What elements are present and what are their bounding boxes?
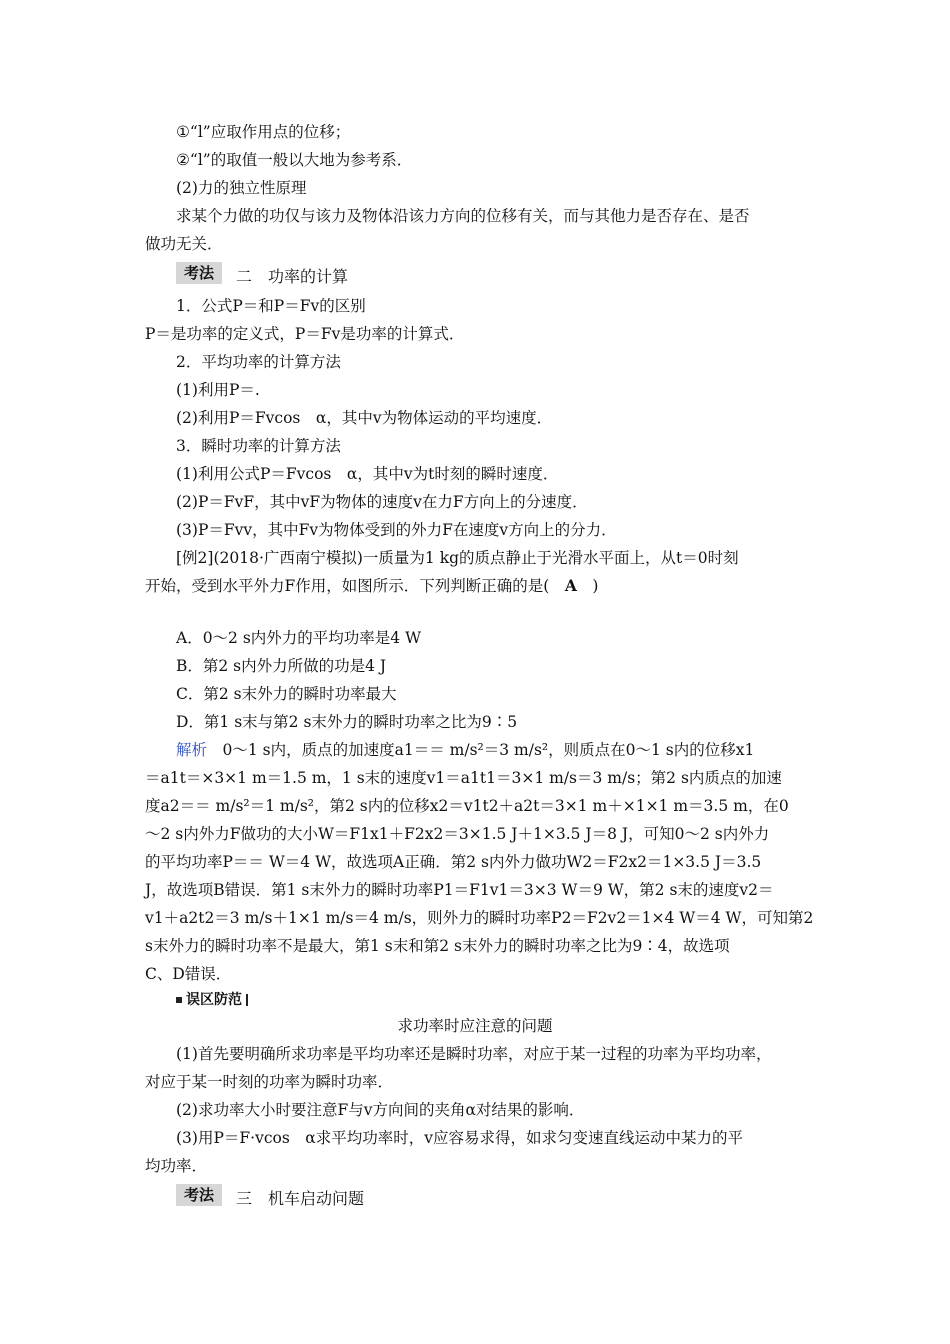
note-line: (3)用P＝F·vcos α求平均功率时，v应容易求得，如求匀变速直线运动中某力的平 — [176, 1129, 744, 1147]
method-tag: 考法 — [176, 1184, 222, 1206]
analysis-line: s末外力的瞬时功率不是最大，第1 s末和第2 s末外力的瞬时功率之比为9∶4，故选项 — [145, 937, 730, 955]
section-title: 三 机车启动问题 — [236, 1189, 365, 1208]
analysis-line: ～2 s内外力F做功的大小W＝F1x1＋F2x2＝3×1.5 J＋1×3.5 J＝8 J，可知0～2 s内外力 — [145, 825, 770, 843]
example-line: 开始，受到水平外力F作用，如图所示．下列判断正确的是( A ) — [145, 576, 599, 595]
square-icon — [176, 997, 182, 1003]
analysis-label: 解析 — [176, 741, 208, 759]
text-line: 求某个力做的功仅与该力及物体沿该力方向的位移有关，而与其他力是否存在、是否 — [176, 207, 750, 225]
text-line: (1)利用公式P＝Fvcos α，其中v为t时刻的瞬时速度． — [176, 465, 559, 483]
option-a: A．0～2 s内外力的平均功率是4 W — [176, 629, 422, 647]
note-line: (1)首先要明确所求功率是平均功率还是瞬时功率，对应于某一过程的功率为平均功率， — [176, 1045, 772, 1063]
text-line: ②“l”的取值一般以大地为参考系． — [176, 151, 413, 169]
note-line: 对应于某一时刻的功率为瞬时功率． — [145, 1073, 394, 1091]
warning-label: 误区防范 — [176, 990, 248, 1010]
text-line: ①“l”应取作用点的位移； — [176, 123, 351, 141]
subheading: (2)力的独立性原理 — [176, 179, 307, 197]
text-line: (1)利用P＝. — [176, 381, 260, 399]
example-line: [例2](2018·广西南宁模拟)一质量为1 kg的质点静止于光滑水平面上，从t＝0时刻 — [176, 549, 739, 567]
warning-title: 求功率时应注意的问题 — [397, 1017, 553, 1035]
text-line: 2．平均功率的计算方法 — [176, 353, 341, 371]
text-line: (2)利用P＝Fvcos α，其中v为物体运动的平均速度． — [176, 409, 553, 427]
option-c: C．第2 s末外力的瞬时功率最大 — [176, 685, 397, 703]
note-line: 均功率． — [145, 1157, 208, 1175]
text-line: (3)P＝Fvv，其中Fv为物体受到的外力F在速度v方向上的分力． — [176, 521, 617, 539]
analysis-line: 解析 0～1 s内，质点的加速度a1＝＝ m/s²＝3 m/s²，则质点在0～1 s内的位移x1 — [176, 741, 755, 759]
analysis-line: v1＋a2t2＝3 m/s＋1×1 m/s＝4 m/s，则外力的瞬时功率P2＝F2v2＝1×4 W＝4 W，可知第2 — [145, 909, 814, 927]
analysis-line: 的平均功率P＝＝ W＝4 W，故选项A正确．第2 s内外力做功W2＝F2x2＝1×3.5 J＝3.5 — [145, 853, 762, 871]
bar-icon — [246, 994, 248, 1006]
text-line: 3．瞬时功率的计算方法 — [176, 437, 341, 455]
option-b: B．第2 s内外力所做的功是4 J — [176, 657, 387, 675]
note-line: (2)求功率大小时要注意F与v方向间的夹角α对结果的影响． — [176, 1101, 585, 1119]
option-d: D．第1 s末与第2 s末外力的瞬时功率之比为9∶5 — [176, 713, 518, 731]
analysis-line: 度a2＝＝ m/s²＝1 m/s²，第2 s内的位移x2＝v1t2＋a2t＝3×1 m＋×1×1 m＝3.5 m，在0 — [145, 797, 789, 815]
method-tag: 考法 — [176, 262, 222, 284]
text-line: (2)P＝FvF，其中vF为物体的速度v在力F方向上的分速度． — [176, 493, 588, 511]
text-line: 1．公式P＝和P＝Fv的区别 — [176, 297, 366, 315]
text-line: P＝是功率的定义式，P＝Fv是功率的计算式． — [145, 325, 465, 343]
analysis-line: ＝a1t＝×3×1 m＝1.5 m，1 s末的速度v1＝a1t1＝3×1 m/s＝3 m/s；第2 s内质点的加速 — [145, 769, 782, 787]
answer: A — [564, 576, 577, 595]
analysis-line: J，故选项B错误．第1 s末外力的瞬时功率P1＝F1v1＝3×3 W＝9 W，第2 s末的速度v2＝ — [145, 881, 774, 899]
text-line: 做功无关． — [145, 235, 223, 253]
section-title: 二 功率的计算 — [236, 267, 349, 286]
analysis-line: C、D错误． — [145, 965, 232, 983]
